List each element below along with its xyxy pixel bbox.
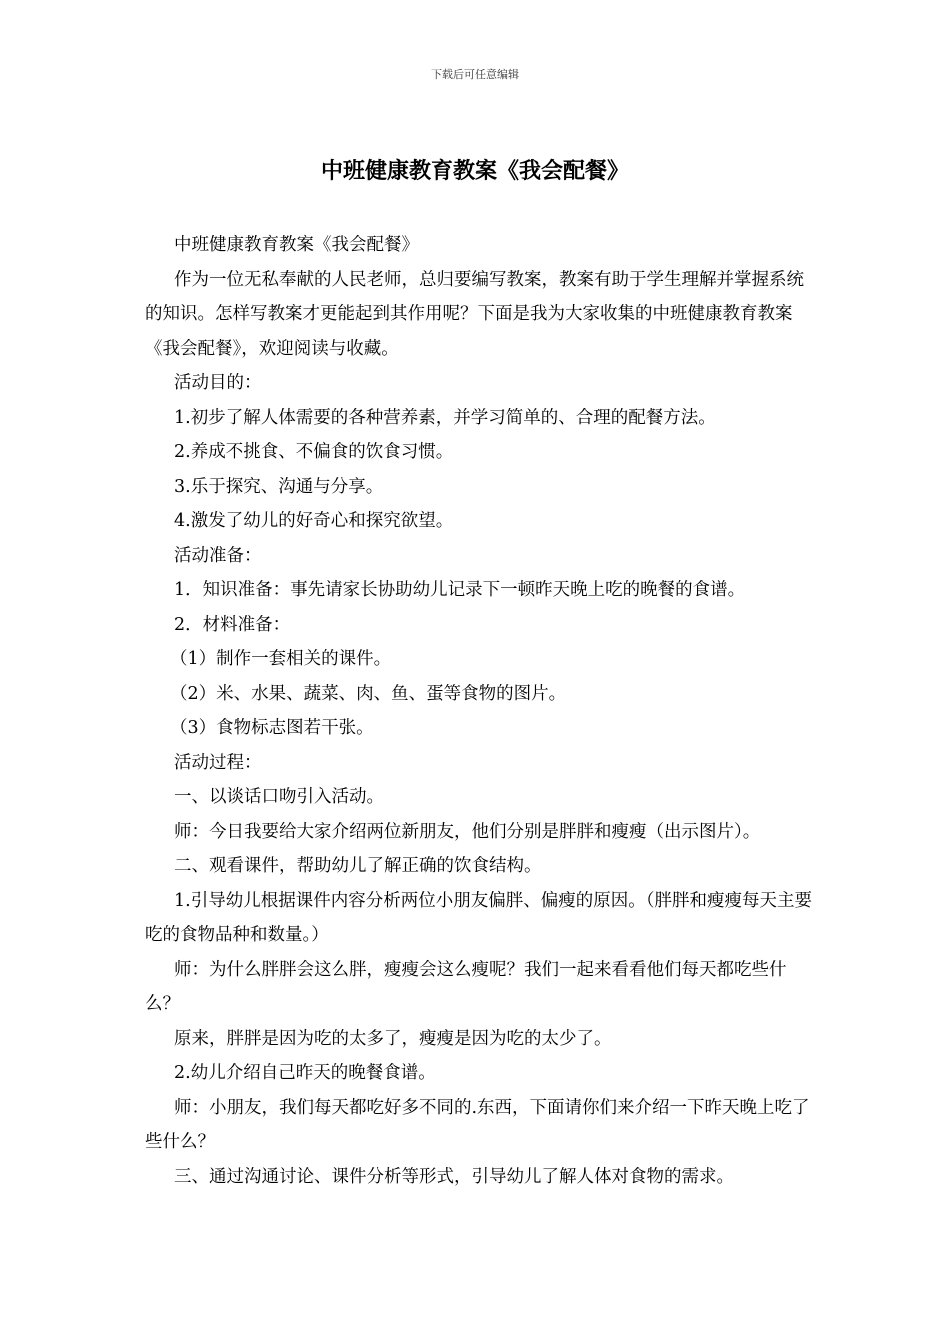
- paragraph-subtitle: 中班健康教育教案《我会配餐》: [174, 235, 419, 255]
- preparation-item-1: 1．知识准备：事先请家长协助幼儿记录下一顿昨天晚上吃的晚餐的食谱。: [174, 580, 746, 600]
- teacher-line-1: 师：今日我要给大家介绍两位新朋友，他们分别是胖胖和瘦瘦（出示图片）。: [174, 821, 761, 842]
- section-heading-preparation: 活动准备：: [174, 545, 262, 566]
- explanation-line: 原来，胖胖是因为吃的太多了，瘦瘦是因为吃的太少了。: [174, 1028, 612, 1049]
- page-header-note: 下载后可任意编辑: [431, 68, 519, 81]
- process-step-2: 二、观看课件，帮助幼儿了解正确的饮食结构。: [174, 856, 542, 876]
- goal-item-2: 2.养成不挑食、不偏食的饮食习惯。: [174, 442, 454, 462]
- teacher-line-2: 师：为什么胖胖会这么胖，瘦瘦会这么瘦呢？我们一起来看看他们每天都吃些什么？: [145, 959, 787, 1014]
- document-body: [145, 228, 815, 1194]
- section-heading-process: 活动过程：: [174, 752, 262, 773]
- process-step-3: 三、通过沟通讨论、课件分析等形式，引导幼儿了解人体对食物的需求。: [174, 1166, 734, 1187]
- document-title: 中班健康教育教案《我会配餐》: [320, 159, 629, 184]
- section-heading-goals: 活动目的：: [174, 373, 262, 393]
- material-item-2: （2）米、水果、蔬菜、肉、鱼、蛋等食物的图片。: [170, 683, 567, 704]
- process-substep-2: 2.幼儿介绍自己昨天的晚餐食谱。: [174, 1063, 436, 1083]
- process-substep-1: 1.引导幼儿根据课件内容分析两位小朋友偏胖、偏瘦的原因。（胖胖和瘦瘦每天主要吃的食物品种和数量。）: [145, 890, 812, 945]
- process-step-1: 一、以谈话口吻引入活动。: [174, 787, 384, 807]
- goal-item-4: 4.激发了幼儿的好奇心和探究欲望。: [174, 511, 454, 531]
- goal-item-1: 1.初步了解人体需要的各种营养素，并学习简单的、合理的配餐方法。: [174, 407, 716, 428]
- paragraph-intro: 作为一位无私奉献的人民老师，总归要编写教案，教案有助于学生理解并掌握系统的知识。怎样写教案才更能起到其作用呢？下面是我为大家收集的中班健康教育教案《我会配餐》，欢迎阅读与收藏。: [145, 269, 804, 359]
- teacher-line-3: 师：小朋友，我们每天都吃好多不同的.东西，下面请你们来介绍一下昨天晚上吃了些什么？: [145, 1097, 810, 1152]
- material-item-1: （1）制作一套相关的课件。: [170, 649, 392, 669]
- goal-item-3: 3.乐于探究、沟通与分享。: [174, 476, 384, 497]
- material-item-3: （3）食物标志图若干张。: [170, 718, 374, 738]
- preparation-item-2: 2．材料准备：: [174, 614, 291, 635]
